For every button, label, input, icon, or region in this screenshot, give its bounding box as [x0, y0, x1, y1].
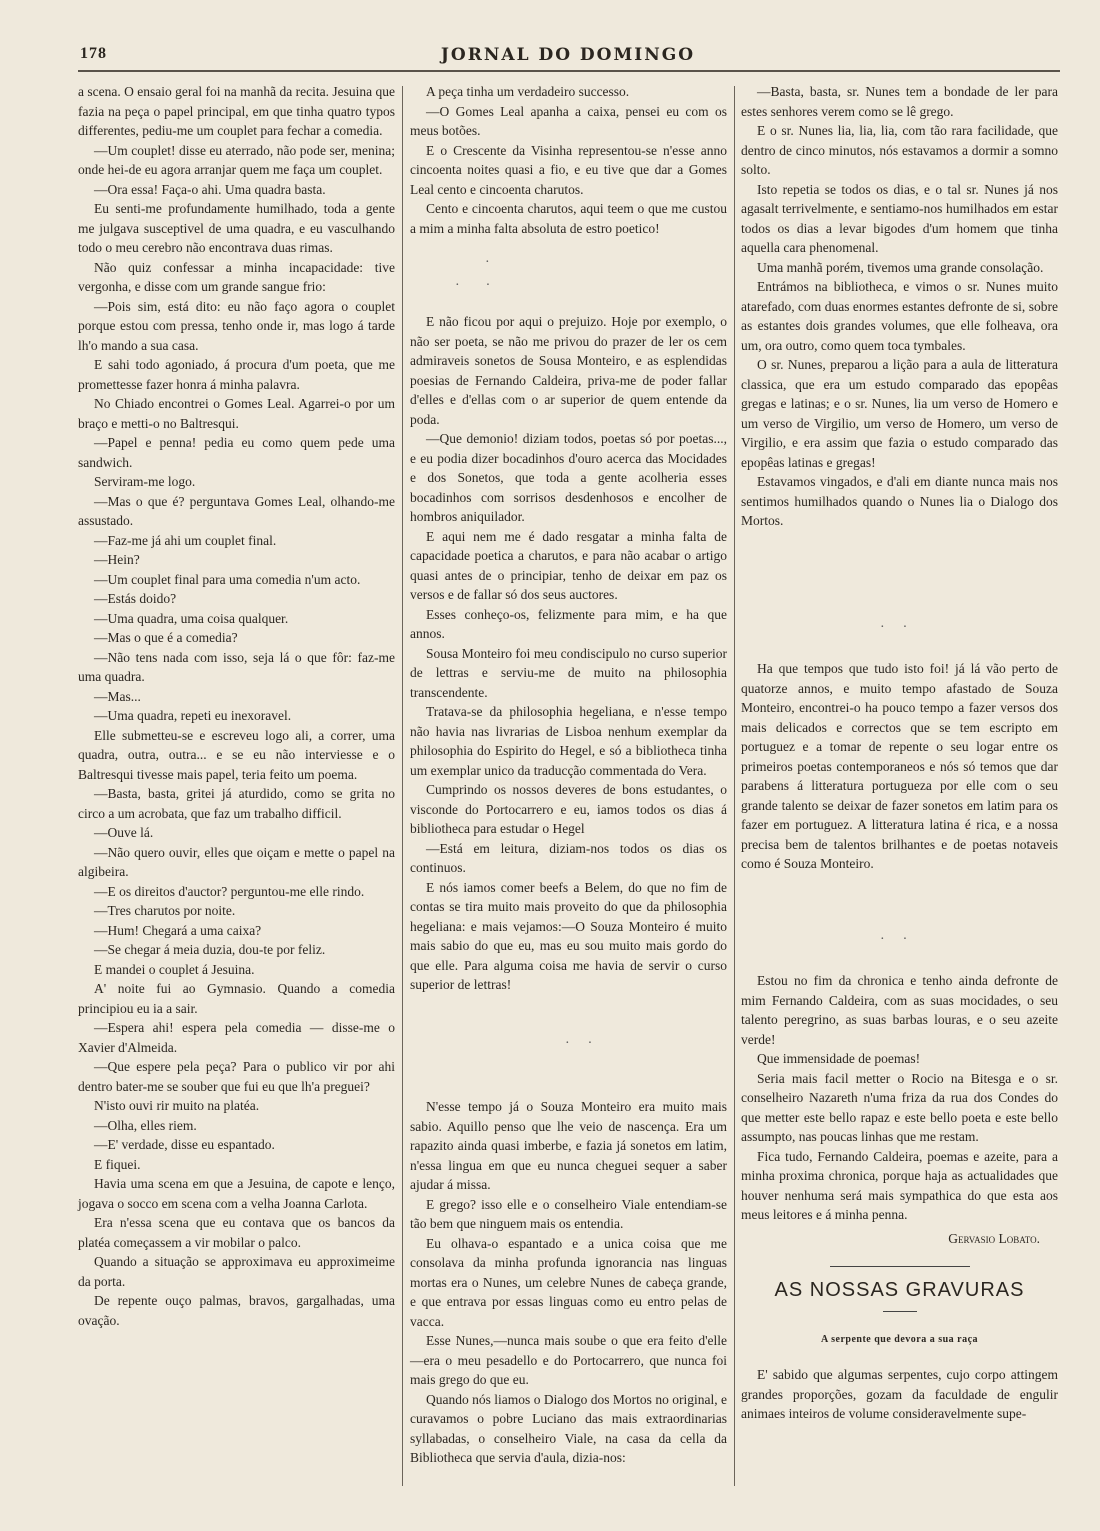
article-end-rule — [830, 1266, 970, 1267]
paragraph: Isto repetia se todos os dias, e o tal sr. Nunes já nos agasalt terrivelmente, e sentiamo-nos humilhados em estar todos os dias a levar bigodes d'um homem que tinha aquella cara phenomenal. — [741, 181, 1058, 255]
paragraph: Sousa Monteiro foi meu condiscipulo no curso superior de lettras e serviu-me de muito na philosophia transcendente. — [410, 645, 727, 700]
paragraph: Tratava-se da philosophia hegeliana, e n'esse tempo não havia nas livrarias de Lisboa nenhum exemplar da philosophia do Espirito do Hegel, e só a bibliotheca tinha um exemplar unico da traducção commentada do Vera. — [410, 704, 727, 778]
paragraph: E o sr. Nunes lia, lia, lia, com tão rara facilidade, que dentro de cinco minutos, nós estavamos a dormir a somno solto. — [741, 123, 1058, 177]
author-signature: Gervasio Lobato. — [948, 1230, 1040, 1246]
paragraph: Havia uma scena em que a Jesuina, de capote e lenço, jogava o socco em scena com a velha Joanna Carlota. — [78, 1176, 395, 1211]
paragraph: Ha que tempos que tudo isto foi! já lá vão perto de quatorze annos, e muito tempo afastado de Souza Monteiro, encontrei-o ha pouco tempo a fazer versos dos mais delicados e correctos que se tem escripto em portuguez e a tomar de repente o seu logar entre os primeiros poetas contemporaneos e nós só temos que dar parabens á litteratura portugueza por elle com o seu grande talento se deixar de fazer sonetos em latim para os fazer em portuguez. A litteratura latina é rica, e a nossa precisa bem de talentos brilhantes e de poetas notaveis como é Souza Monteiro. — [741, 661, 1058, 871]
newspaper-masthead: JORNAL DO DOMINGO — [440, 45, 696, 65]
paragraph: —Que demonio! diziam todos, poetas só por poetas..., e eu podia dizer bocadinhos d'ouro acerca das Mocidades e dos Sonetos, que toda a gente acolheria esses bocadinhos com sorrisos desdenhosos e encolher de hombros aniquilador. — [410, 431, 727, 524]
paragraph: —Se chegar á meia duzia, dou-te por feliz. — [94, 942, 326, 957]
column-2-part-1 — [410, 82, 727, 238]
article-subheading: A serpente que devora a sua raça — [820, 1333, 979, 1345]
paragraph: E sahi todo agoniado, á procura d'um poeta, que me promettesse fazer honra á minha palavra. — [78, 357, 395, 392]
paragraph: —Hein? — [94, 552, 140, 567]
column-3-part-1 — [741, 82, 1058, 531]
paragraph: Cento e cincoenta charutos, aqui teem o que me custou a mim a minha falta absoluta de estro poetico! — [410, 201, 727, 236]
column-1-text — [78, 82, 395, 1330]
section-separator: · — [485, 255, 490, 270]
paragraph: —Um couplet final para uma comedia n'um acto. — [94, 571, 361, 587]
paragraph: E fiquei. — [94, 1156, 141, 1172]
column-divider — [734, 86, 735, 1486]
paragraph: E mandei o couplet á Jesuina. — [94, 961, 255, 977]
paragraph: —Olha, elles riem. — [94, 1117, 197, 1133]
column-3-part-2 — [741, 659, 1058, 874]
paragraph: Quando a situação se approximava eu approximeime da porta. — [78, 1254, 395, 1289]
paragraph: N'esse tempo já o Souza Monteiro era muito mais sabio. Aquillo penso que lhe veio de nascença. Era um rapazito ainda quasi imberbe, e fazia já sonetos em latim, n'essa lingua em que eu nunca cheguei sequer a saber ajudar á missa. — [410, 1099, 727, 1192]
paragraph: —Que espere pela peça? Para o publico vir por ahi dentro bater-me se souber que fui eu que lh'a preguei? — [78, 1059, 395, 1094]
paragraph: —Pois sim, está dito: eu não faço agora o couplet porque estou com pressa, tenho onde ir, mas logo á tarde lh'o mando a sua casa. — [78, 298, 395, 353]
paragraph: E o Crescente da Visinha representou-se n'esse anno cincoenta noites quasi a fio, e eu tive que dar a Gomes Leal cento e cincoenta charutos. — [410, 142, 727, 197]
paragraph: Era n'essa scena que eu contava que os bancos da platéa começassem a vir mobilar o palco. — [78, 1215, 395, 1250]
header-rule — [78, 70, 1060, 72]
column-divider — [402, 86, 403, 1486]
engravings-article-text — [741, 1365, 1058, 1424]
column-2-part-3 — [410, 1097, 727, 1468]
paragraph: —Basta, basta, sr. Nunes tem a bondade de ler para estes senhores verem como se lê grego. — [741, 84, 1058, 119]
paragraph: Uma manhã porém, tivemos uma grande consolação. — [757, 259, 1044, 275]
paragraph: —Estás doido? — [94, 591, 177, 606]
paragraph: Esses conheço-os, felizmente para mim, e ha que annos. — [410, 606, 727, 641]
paragraph: —O Gomes Leal apanha a caixa, pensei eu com os meus botões. — [410, 103, 727, 138]
paragraph: E nós iamos comer beefs a Belem, do que no fim de contas se tira muito mais proveito do que da philosophia hegeliana: e mais vejamos:—O Souza Monteiro é muito mais sabio do que eu, mas eu sou muito mais gordo do que elle. Para alguma coisa me havia de servir o curso superior de lettras! — [410, 879, 727, 992]
paragraph: —Uma quadra, repeti eu inexoravel. — [94, 708, 292, 723]
paragraph: —Mas... — [94, 688, 141, 704]
paragraph: Cumprindo os nossos deveres de bons estudantes, o visconde do Portocarrero e eu, iamos todos os dias á bibliotheca para estudar o Hegel — [410, 782, 727, 836]
section-separator: ·· — [880, 932, 926, 947]
paragraph: A peça tinha um verdadeiro successo. — [426, 84, 630, 99]
paragraph: No Chiado encontrei o Gomes Leal. Agarrei-o por um braço e metti-o no Baltresqui. — [78, 396, 395, 431]
paragraph: —Papel e penna! pedia eu como quem pede uma sandwich. — [78, 435, 395, 470]
section-separator: ·· — [880, 620, 926, 635]
paragraph: —Espera ahi! espera pela comedia — disse-me o Xavier d'Almeida. — [78, 1020, 395, 1055]
paragraph: E' sabido que algumas serpentes, cujo corpo attingem grandes proporções, gozam da faculdade de engulir animaes inteiros de volume consideravelmente supe- — [741, 1367, 1058, 1421]
paragraph: —Ouve lá. — [94, 825, 154, 840]
paragraph: —Um couplet! disse eu aterrado, não pode ser, menina; onde hei-de eu agora arranjar quem me faça um couplet. — [78, 142, 395, 177]
paragraph: E aqui nem me é dado resgatar a minha falta de capacidade poetica a charutos, e para não acabar o artigo quasi antes de o principiar, tenho de deixar em paz os versos e de fallar só dos seus auctores. — [410, 528, 727, 602]
paragraph: Seria mais facil metter o Rocio na Bitesga e o sr. conselheiro Nazareth n'uma friza da rua dos Condes do que metter este bello rapaz e este bello poeta e este bello assumpto, nas poucas linhas que me restam. — [741, 1070, 1058, 1144]
paragraph: a scena. O ensaio geral foi na manhã da recita. Jesuina que fazia na peça o papel principal, em que tinha quatro typos differentes, pediu-me um couplet para fechar a comedia. — [78, 84, 395, 138]
paragraph: —Ora essa! Faça-o ahi. Uma quadra basta. — [94, 181, 326, 197]
paragraph: Quando nós liamos o Dialogo dos Mortos no original, e curavamos o pobre Luciano das mais extraordinarias syllabadas, o conselheiro Viale, na casa da cella da Bibliotheca que servia d'aula, dizia-nos: — [410, 1391, 727, 1465]
paragraph: —Tres charutos por noite. — [94, 903, 236, 918]
paragraph: N'isto ouvi rir muito na platéa. — [94, 1098, 260, 1113]
paragraph: —Hum! Chegará a uma caixa? — [94, 922, 262, 938]
paragraph: —Mas o que é? perguntava Gomes Leal, olhando-me assustado. — [78, 493, 395, 528]
paragraph: —Mas o que é a comedia? — [94, 630, 238, 645]
page-number: 178 — [80, 45, 107, 62]
paragraph: —Não quero ouvir, elles que oiçam e mette o papel na algibeira. — [78, 844, 395, 879]
paragraph: —E' verdade, disse eu espantado. — [94, 1137, 275, 1152]
paragraph: Estavamos vingados, e d'ali em diante nunca mais nos sentimos humilhados quando o Nunes lia o Dialogo dos Mortos. — [741, 474, 1058, 528]
paragraph: —Faz-me já ahi um couplet final. — [94, 532, 277, 548]
paragraph: —Está em leitura, diziam-nos todos os dias os continuos. — [410, 840, 727, 875]
paragraph: Eu senti-me profundamente humilhado, toda a gente me julgava susceptivel de uma quadra, e eu vasculhando todo o meu cerebro não encontrava duas rimas. — [78, 201, 395, 255]
column-3-part-3 — [741, 971, 1058, 1424]
paragraph: Elle submetteu-se e escreveu logo ali, a correr, uma quadra, outra, outra... e se eu não interviesse e o Baltresqui tivesse mais papel, teria feito um poema. — [78, 727, 395, 782]
section-separator: ·· — [565, 1036, 611, 1051]
section-separator: ·· — [455, 278, 517, 293]
section-heading: AS NOSSAS GRAVURAS — [774, 1279, 1025, 1301]
paragraph: —E os direitos d'auctor? perguntou-me elle rindo. — [94, 883, 365, 899]
paragraph: Eu olhava-o espantado e a unica coisa que me consolava da minha profunda ignorancia nas linguas mortas era o Nunes, um celebre Nunes de cabeça grande, e que entrava por essas linguas como eu entro pelas de vacca. — [410, 1235, 727, 1329]
paragraph: Serviram-me logo. — [94, 474, 196, 489]
paragraph: Entrámos na bibliotheca, e vimos o sr. Nunes muito atarefado, com duas enormes estantes defronte de si, sobre as estantes dois grandes volumes, que elle folheava, ora um, ora outro, como quem toca tymbales. — [741, 279, 1058, 353]
column-2-part-2 — [410, 312, 727, 995]
paragraph: Esse Nunes,—nunca mais soube o que era feito d'elle—era o meu pesadello e do Portocarrero, que nunca foi mais grego do que eu. — [410, 1333, 727, 1387]
paragraph: A' noite fui ao Gymnasio. Quando a comedia principiou eu ia a sair. — [78, 981, 395, 1016]
paragraph: E não ficou por aqui o prejuizo. Hoje por exemplo, o não ser poeta, se não me privou do prazer de ler os cem admiraveis sonetos de Sousa Monteiro, e as esplendidas poesias de Fernando Caldeira, priva-me de poder fallar d'elles e d'ellas com o ar superior de quem entende da poda. — [410, 314, 727, 427]
paragraph: —Não tens nada com isso, seja lá o que fôr: faz-me uma quadra. — [78, 649, 395, 684]
paragraph: Que immensidade de poemas! — [757, 1051, 921, 1066]
paragraph: —Basta, basta, gritei já aturdido, como se grita no circo a um acrobata, que faz um trabalho difficil. — [78, 786, 395, 821]
paragraph: Estou no fim da chronica e tenho ainda defronte de mim Fernando Caldeira, com as suas mocidades, o seu talento peregrino, as suas barbas louras, e o seu azeite verde! — [741, 973, 1058, 1047]
paragraph: Fica tudo, Fernando Caldeira, poemas e azeite, para a minha proxima chronica, porque haja as actualidades que houver nenhuma será mais sympathica do que esta aos meus leitores e á minha penna. — [741, 1148, 1058, 1222]
paragraph: De repente ouço palmas, bravos, gargalhadas, uma ovação. — [78, 1293, 395, 1328]
paragraph: —Uma quadra, uma coisa qualquer. — [94, 610, 289, 626]
heading-rule — [883, 1311, 917, 1312]
paragraph: E grego? isso elle e o conselheiro Viale entendiam-se tão bem que ninguem mais os entendia. — [410, 1196, 727, 1231]
paragraph: O sr. Nunes, preparou a lição para a aula de litteratura classica, que era um estudo comparado das epopêas gregas e latinas; e o sr. Nunes, lia um verso de Homero e um verso de Virgilio, um verso de Homero, um verso de Virgilio, e era assim que fazia o estudo comparado das epopêas latinas e gregas! — [741, 357, 1058, 470]
chronicle-ending — [741, 971, 1058, 1225]
paragraph: Não quiz confessar a minha incapacidade: tive vergonha, e disse com um grande sangue frio: — [78, 259, 395, 294]
